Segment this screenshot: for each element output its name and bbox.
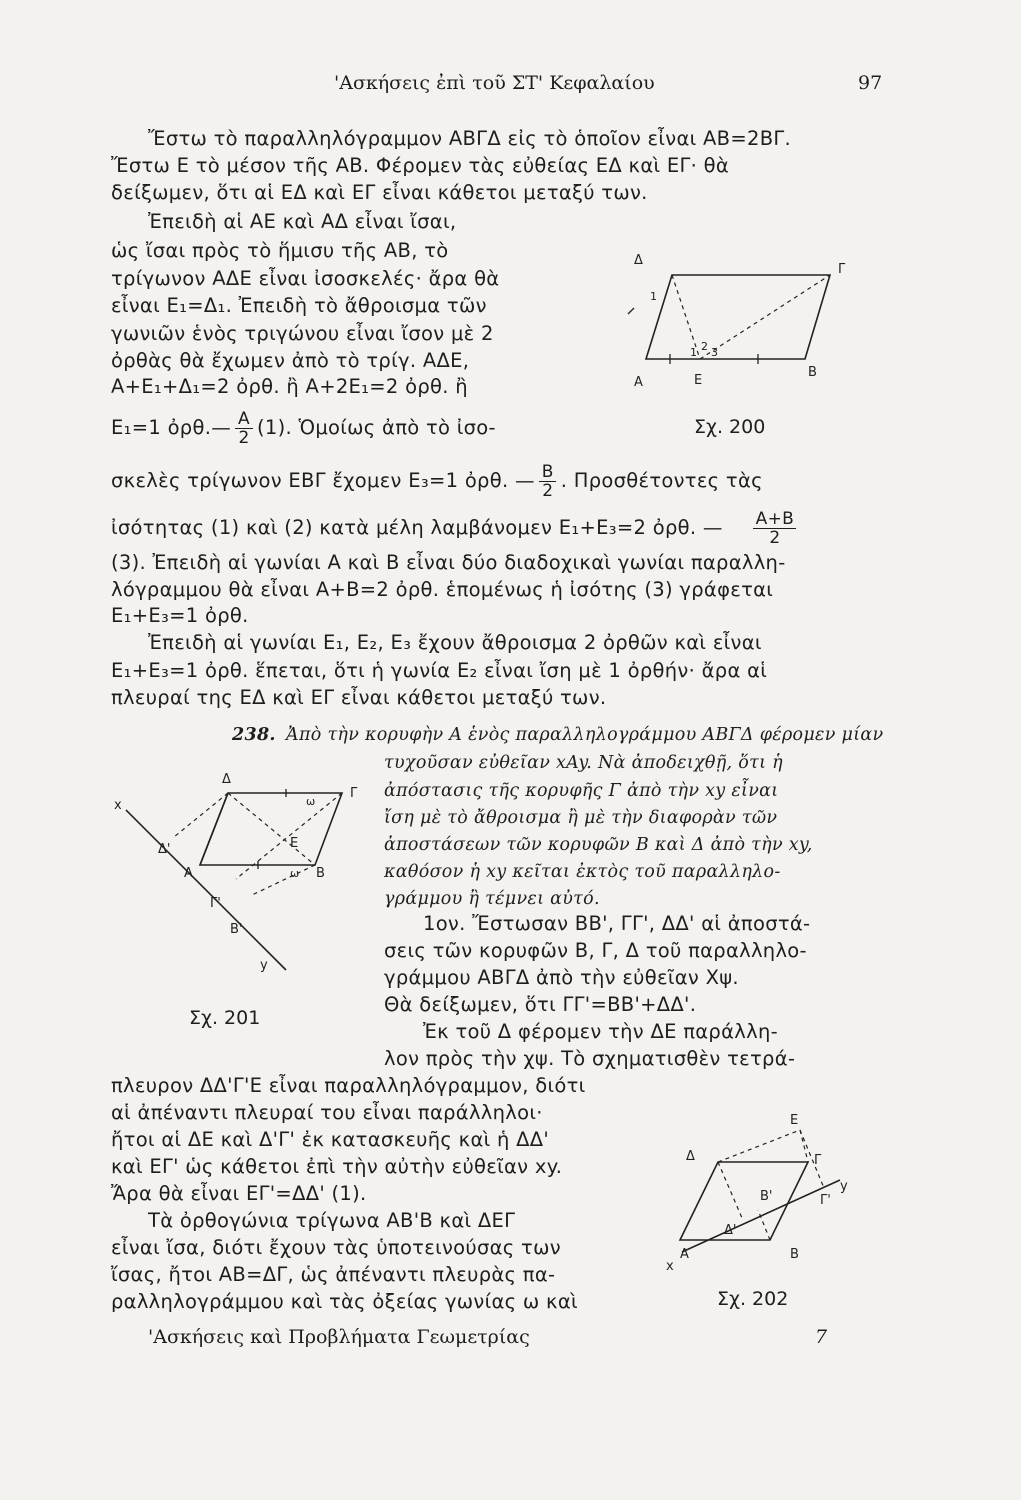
text-line: καὶ ΕΓ' ὡς κάθετοι ἐπὶ τὴν αὐτὴν εὐθεῖαν xy.: [111, 1155, 563, 1178]
eq2-after: . Προσθέτοντες τὰς: [560, 469, 763, 492]
text-line: λόγραμμου θὰ εἶναι Α+Β=2 ὀρθ. ἑπομένως ἡ ἰσότης (3) γράφεται: [111, 578, 774, 601]
label-B: B: [316, 866, 325, 881]
page-number: 97: [858, 72, 883, 94]
text-line: Α+Ε₁+Δ₁=2 ὀρθ. ἢ Α+2Ε₁=2 ὀρθ. ἢ: [111, 375, 468, 398]
label-D-prime: Δ': [158, 842, 171, 857]
book-title: 'Ασκήσεις καὶ Προβλήματα Γεωμετρίας: [148, 1326, 530, 1348]
label-y: y: [260, 958, 268, 973]
equation-2: [111, 463, 763, 500]
text-line: Ἔστω τὸ παραλληλόγραμμον ΑΒΓΔ εἰς τὸ ὁποῖον εἶναι ΑΒ=2ΒΓ.: [148, 127, 792, 150]
diagonal: [228, 793, 315, 865]
text-line: Θὰ δείξωμεν, ὅτι ΓΓ'=ΒΒ'+ΔΔ'.: [384, 993, 697, 1016]
text-line: τρίγωνον ΑΔΕ εἶναι ἰσοσκελές· ἄρα θὰ: [111, 267, 500, 290]
fraction: [753, 510, 797, 547]
label-D: Δ: [222, 772, 231, 787]
statement-line: ἀποστάσεων τῶν κορυφῶν Β καὶ Δ ἀπὸ τὴν xy,: [384, 835, 813, 855]
figure-202: [660, 1110, 860, 1280]
label-omega: ω: [306, 795, 316, 808]
label-A: A: [680, 1247, 689, 1262]
label-B: B: [790, 1247, 799, 1262]
label-A: A: [184, 866, 193, 881]
statement-line: γράμμου ἢ τέμνει αὐτό.: [384, 889, 600, 909]
label-G-prime: Γ': [210, 896, 221, 911]
text-line: γράμμου ΑΒΓΔ ἀπὸ τὴν εὐθεῖαν Xψ.: [384, 966, 739, 989]
tick-mark: [628, 308, 634, 314]
label-3: 3: [711, 346, 718, 359]
label-B: B: [808, 365, 817, 380]
label-1: 1: [650, 290, 657, 303]
label-E: E: [790, 1113, 799, 1128]
text-line: 1ον. Ἔστωσαν ΒΒ', ΓΓ', ΔΔ' αἱ ἀποστά-: [423, 912, 811, 935]
label-G: Γ: [350, 786, 358, 801]
segment-EG: [700, 275, 830, 359]
denominator: 2: [753, 528, 796, 547]
text-line: ἤτοι αἱ ΔΕ καὶ Δ'Γ' ἐκ κατασκευῆς καὶ ἡ ΔΔ': [111, 1128, 550, 1151]
eq1-after: (1). Ὁμοίως ἀπὸ τὸ ἰσο-: [256, 416, 496, 439]
text-line: Ε₁+Ε₃=1 ὀρθ. ἕπεται, ὅτι ἡ γωνία Ε₂ εἶναι ἴση μὲ 1 ὀρθήν· ἄρα αἱ: [111, 659, 768, 682]
parallelogram: [646, 275, 830, 359]
label-1: 1: [690, 346, 697, 359]
statement-line: ἴση μὲ τὸ ἄθροισμα ἢ μὲ τὴν διαφορὰν τῶν: [384, 808, 778, 828]
label-G: Γ: [838, 262, 846, 277]
equation-3: [111, 510, 801, 547]
text-line: Ε₁+Ε₃=1 ὀρθ.: [111, 604, 249, 627]
label-E: E: [290, 836, 299, 851]
figure-201: [110, 765, 370, 975]
text-line: πλευραί της ΕΔ καὶ ΕΓ εἶναι κάθετοι μεταξύ των.: [111, 686, 607, 709]
text-line: Ἄρα θὰ εἶναι ΕΓ'=ΔΔ' (1).: [111, 1182, 367, 1205]
label-x: x: [114, 798, 122, 813]
text-line: Ἐκ τοῦ Δ φέρομεν τὴν ΔΕ παράλλη-: [423, 1020, 778, 1043]
text-line: δείξωμεν, ὅτι αἱ ΕΔ καὶ ΕΓ εἶναι κάθετοι μεταξύ των.: [111, 181, 648, 204]
label-B-prime: B': [230, 922, 243, 937]
label-A: A: [634, 375, 643, 390]
signature-mark: 7: [815, 1326, 828, 1348]
text-line: εἶναι Ε₁=Δ₁. Ἐπειδὴ τὸ ἄθροισμα τῶν: [111, 294, 487, 317]
segment-DE: [718, 1130, 800, 1162]
denominator: 2: [235, 428, 252, 447]
label-y: y: [840, 1179, 848, 1194]
label-G: Γ: [814, 1153, 822, 1168]
text-line: ἴσας, ἤτοι ΑΒ=ΔΓ, ὡς ἀπέναντι πλευρὰς πα-: [111, 1263, 556, 1286]
eq1-before: Ε₁=1 ὀρθ.—: [111, 416, 232, 439]
caption-201: Σχ. 201: [189, 1007, 261, 1029]
text-line: (3). Ἐπειδὴ αἱ γωνίαι Α καὶ Β εἶναι δύο διαδοχικαὶ γωνίαι παραλλη-: [111, 551, 786, 574]
equation-1: [111, 410, 496, 447]
running-title: 'Ασκήσεις ἐπὶ τοῦ ΣΤ' Κεφαλαίου: [334, 72, 655, 94]
text-line: Τὰ ὀρθογώνια τρίγωνα ΑΒ'Β καὶ ΔΕΓ: [148, 1209, 516, 1232]
text-line: εἶναι ἴσα, διότι ἔχουν τὰς ὑποτεινούσας των: [111, 1236, 561, 1259]
text-line: αἱ ἀπέναντι πλευραί του εἶναι παράλληλοι·: [111, 1101, 543, 1124]
text-line: σεις τῶν κορυφῶν Β, Γ, Δ τοῦ παραλληλο-: [384, 939, 807, 962]
label-D-prime: Δ': [724, 1223, 737, 1238]
label-D: Δ: [686, 1149, 695, 1164]
statement-line: ἀπόστασις τῆς κορυφῆς Γ ἀπὸ τὴν xy εἶναι: [384, 781, 779, 801]
eq2-before: σκελὲς τρίγωνον ΕΒΓ ἔχομεν Ε₃=1 ὀρθ. —: [111, 469, 535, 492]
text-line: λον πρὸς τὴν χψ. Τὸ σχηματισθὲν τετρά-: [384, 1047, 796, 1070]
text-line: ραλληλογράμμου καὶ τὰς ὀξείας γωνίας ω καὶ: [111, 1290, 578, 1313]
text-line: γωνιῶν ἑνὸς τριγώνου εἶναι ἴσον μὲ 2: [111, 322, 494, 345]
label-omega: ω: [290, 867, 300, 880]
fraction: [235, 410, 253, 447]
text-line: ὡς ἴσαι πρὸς τὸ ἥμισυ τῆς ΑΒ, τὸ: [111, 239, 449, 262]
statement-line: Ἀπὸ τὴν κορυφὴν Α ἑνὸς παραλληλογράμμου ΑΒΓΔ φέρομεν μίαν: [286, 725, 884, 745]
caption-202: Σχ. 202: [717, 1288, 789, 1310]
statement-line: καθόσον ἡ xy κεῖται ἐκτὸς τοῦ παραλληλο-: [384, 862, 781, 882]
parallelogram: [680, 1162, 808, 1240]
fraction: [539, 463, 557, 500]
problem-number: 238.: [232, 725, 276, 745]
perp-DD: [718, 1162, 742, 1218]
label-G-prime: Γ': [820, 1193, 831, 1208]
text-line: Ἐπειδὴ αἱ ΑΕ καὶ ΑΔ εἶναι ἴσαι,: [148, 210, 457, 233]
caption-200: Σχ. 200: [694, 416, 766, 438]
text-line: Ἔστω Ε τὸ μέσον τῆς ΑΒ. Φέρομεν τὰς εὐθείας ΕΔ καὶ ΕΓ· θὰ: [111, 154, 730, 177]
eq3-before: ἰσότητας (1) καὶ (2) κατὰ μέλη λαμβάνομεν Ε₁+Ε₃=2 ὀρθ. —: [111, 516, 723, 539]
numerator: A: [238, 409, 250, 429]
label-B-prime: B': [760, 1189, 773, 1204]
label-2: 2: [701, 340, 708, 353]
label-D: Δ: [634, 253, 643, 268]
text-line: ὀρθὰς θὰ ἔχωμεν ἀπὸ τὸ τρίγ. ΑΔΕ,: [111, 349, 470, 372]
denominator: 2: [539, 481, 556, 500]
text-line: πλευρον ΔΔ'Γ'Ε εἶναι παραλληλόγραμμον, διότι: [111, 1074, 586, 1097]
figure-200: [590, 250, 850, 400]
statement-line: τυχοῦσαν εὐθεῖαν xAy. Νὰ ἀποδειχθῇ, ὅτι ἡ: [384, 753, 783, 773]
label-x: x: [666, 1259, 674, 1274]
numerator: B: [541, 462, 554, 482]
label-E: E: [694, 373, 703, 388]
perp-BB: [252, 865, 315, 895]
text-line: Ἐπειδὴ αἱ γωνίαι Ε₁, Ε₂, Ε₃ ἔχουν ἄθροισμα 2 ὀρθῶν καὶ εἶναι: [148, 631, 762, 654]
numerator: A+B: [755, 509, 795, 529]
